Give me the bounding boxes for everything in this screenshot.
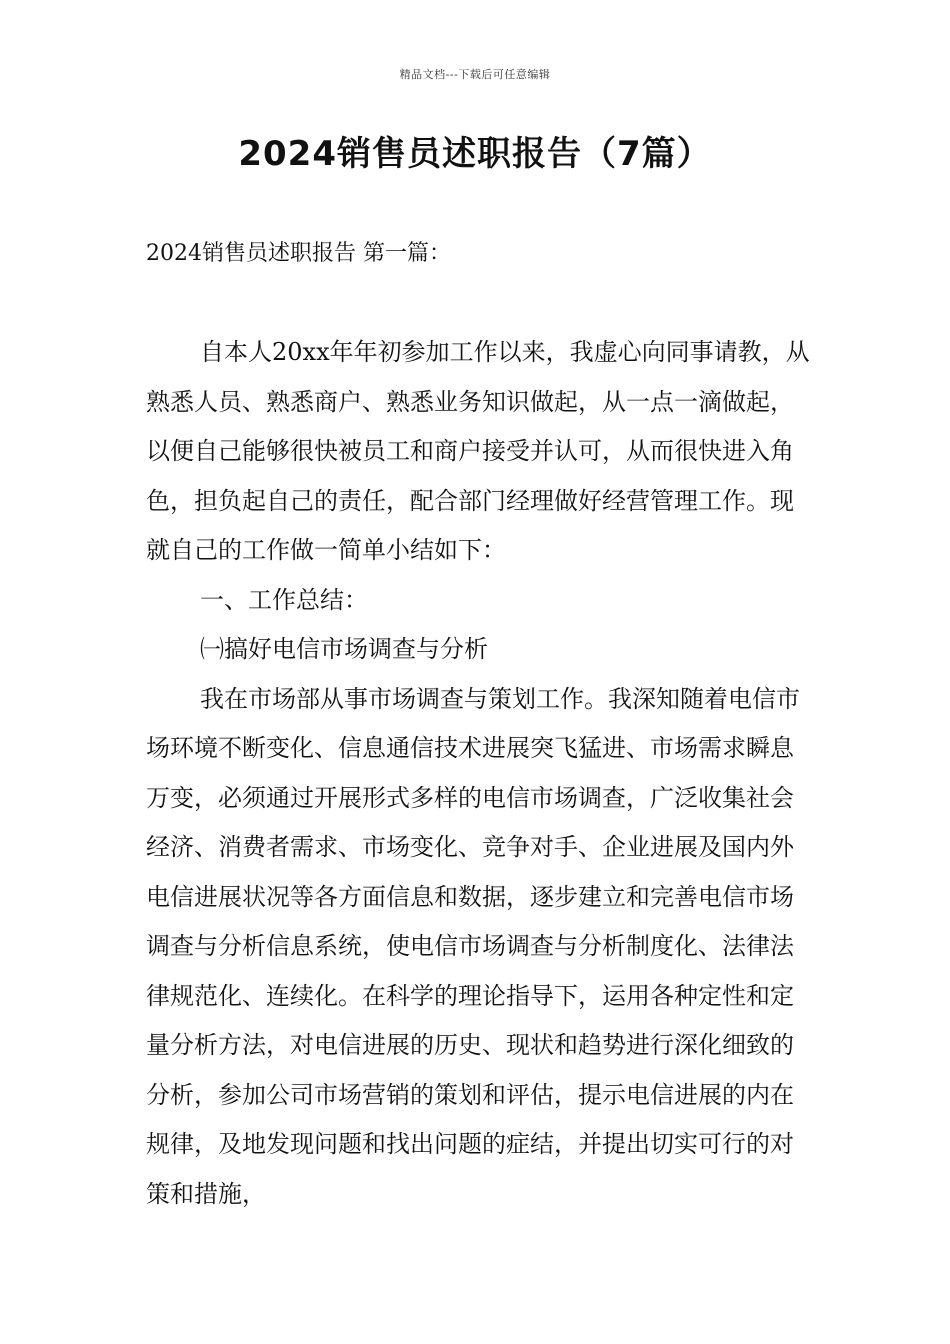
header-note: 精品文档---下载后可任意编辑 [399,68,551,81]
paragraph-subheading-market-research: ㈠搞好电信市场调查与分析 [200,635,488,663]
document-body [146,328,816,1219]
section-heading: 2024销售员述职报告 第一篇： [146,241,451,266]
paragraph-work-summary-heading: 一、工作总结： [200,585,368,614]
paragraph-market-research: 我在市场部从事市场调查与策划工作。我深知随着电信市场环境不断变化、信息通信技术进展突飞猛进、市场需求瞬息万变，必须通过开展形式多样的电信市场调查，广泛收集社会经济、消费者需求、市场变化、竞争对手、企业进展及国内外电信进展状况等各方面信息和数据，逐步建立和完善电信市场调查与分析信息系统，使电信市场调查与分析制度化、法律法律规范化、连续化。在科学的理论指导下，运用各种定性和定量分析方法，对电信进展的历史、现状和趋势进行深化细致的分析，参加公司市场营销的策划和评估，提示电信进展的内在规律，及地发现问题和找出问题的症结，并提出切实可行的对策和措施， [146,684,800,1208]
document-title: 2024销售员述职报告（7篇） [238,134,712,174]
paragraph-intro: 自本人20xx年年初参加工作以来，我虚心向同事请教，从熟悉人员、熟悉商户、熟悉业务知识做起，从一点一滴做起，以便自己能够很快被员工和商户接受并认可，从而很快进入角色，担负起自己的责任，配合部门经理做好经营管理工作。现就自己的工作做一简单小结如下： [146,338,810,564]
